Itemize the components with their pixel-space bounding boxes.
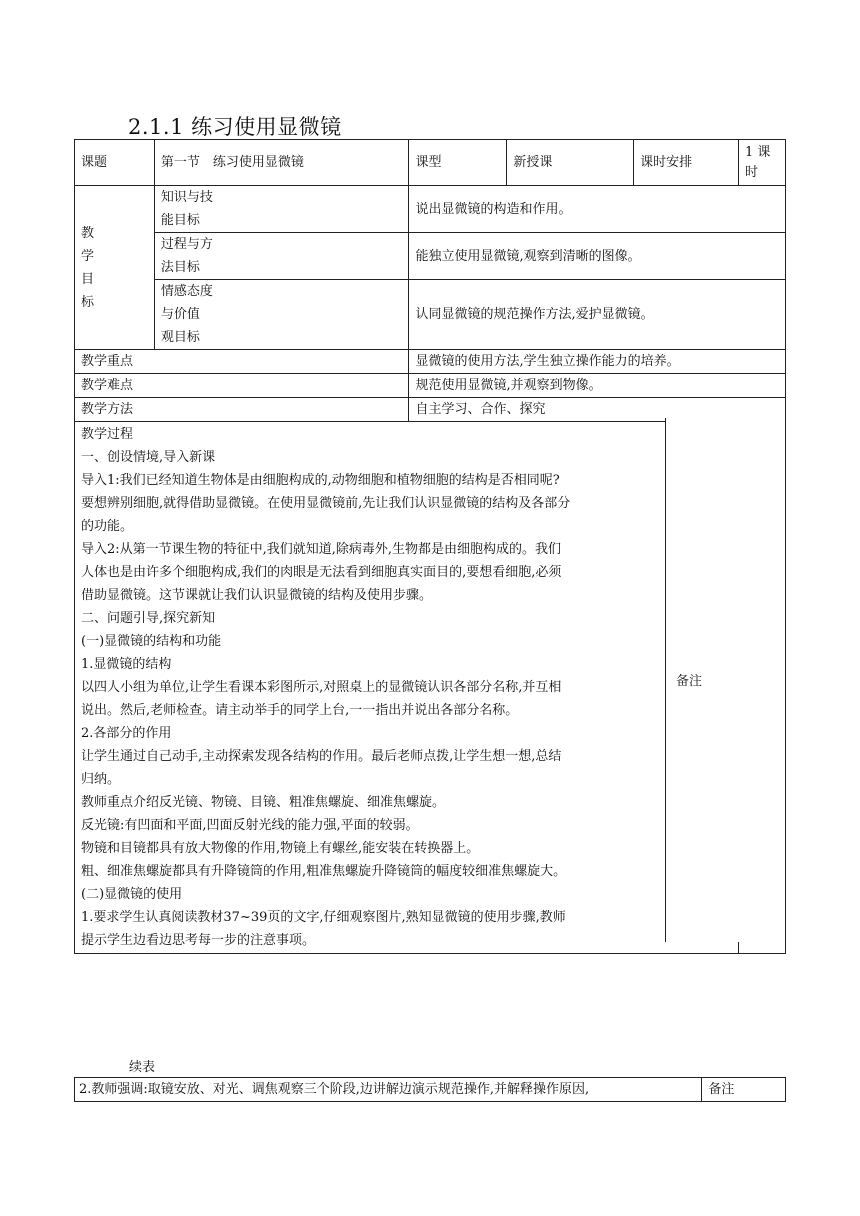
schedule-value-line1: 1 课 <box>745 144 771 160</box>
schedule-value <box>739 140 786 186</box>
process-line: 反光镜:有凹面和平面,凹面反射光线的能力强,平面的较弱。 <box>81 818 419 833</box>
objective-text: 能独立使用显微镜,观察到清晰的图像。 <box>409 233 786 280</box>
objectives-label-char: 教 <box>81 225 95 241</box>
process-line: 教师重点介绍反光镜、物镜、目镜、粗准焦螺旋、细准焦螺旋。 <box>81 795 446 810</box>
objectives-label-char: 学 <box>81 248 95 264</box>
remark-column <box>665 418 786 942</box>
schedule-label: 课时安排 <box>634 140 739 186</box>
process-remark: 备注 <box>676 674 703 689</box>
process-line: 借助显微镜。这节课就让我们认识显微镜的结构及使用步骤。 <box>81 588 433 603</box>
topic-value: 第一节 练习使用显微镜 <box>154 140 409 186</box>
objective-name-line: 法目标 <box>160 260 200 275</box>
continued-row <box>75 1078 786 1102</box>
objectives-label <box>75 186 155 350</box>
objective-name-line: 能目标 <box>160 213 200 228</box>
objective-row-knowledge <box>75 186 786 233</box>
objective-text: 认同显微镜的规范操作方法,爱护显微镜。 <box>409 280 786 350</box>
process-line: (一)显微镜的结构和功能 <box>81 634 222 649</box>
continued-remark: 备注 <box>702 1078 786 1102</box>
process-line: (二)显微镜的使用 <box>81 887 183 902</box>
difficulty-label: 教学难点 <box>75 374 409 398</box>
process-line: 1.要求学生认真阅读教材37~39页的文字,仔细观察图片,熟知显微镜的使用步骤,教师 <box>81 910 566 925</box>
objective-name <box>154 233 409 280</box>
objective-name-line: 与价值 <box>160 307 200 322</box>
objectives-label-char: 目 <box>81 271 95 287</box>
process-line: 1.显微镜的结构 <box>81 657 172 672</box>
schedule-value-line2: 时 <box>745 164 759 180</box>
key-point-text: 显微镜的使用方法,学生独立操作能力的培养。 <box>409 350 786 374</box>
process-content <box>75 422 739 954</box>
objective-row-process <box>75 233 786 280</box>
objective-name <box>154 186 409 233</box>
type-label: 课型 <box>409 140 507 186</box>
type-value: 新授课 <box>507 140 634 186</box>
objective-name-line: 知识与技 <box>160 190 213 205</box>
objective-name-line: 观目标 <box>160 330 200 345</box>
topic-label: 课题 <box>75 140 155 186</box>
method-label: 教学方法 <box>75 398 409 422</box>
process-line: 说出。然后,老师检查。请主动举手的同学上台,一一指出并说出各部分名称。 <box>81 703 519 718</box>
objective-name-line: 过程与方 <box>160 237 213 252</box>
continued-table <box>74 1077 786 1102</box>
process-line: 一、创设情境,导入新课 <box>81 450 216 465</box>
process-line: 要想辨别细胞,就得借助显微镜。在使用显微镜前,先让我们认识显微镜的结构及各部分 <box>81 496 571 511</box>
process-line: 提示学生边看边思考每一步的注意事项。 <box>81 933 316 948</box>
difficulty-row <box>75 374 786 398</box>
objective-row-attitude <box>75 280 786 350</box>
process-line: 的功能。 <box>81 519 134 534</box>
objective-name <box>154 280 409 350</box>
process-line: 物镜和目镜都具有放大物像的作用,物镜上有螺丝,能安装在转换器上。 <box>81 841 480 856</box>
objective-text: 说出显微镜的构造和作用。 <box>409 186 786 233</box>
process-line: 让学生通过自己动手,主动探索发现各结构的作用。最后老师点拨,让学生想一想,总结 <box>81 749 562 764</box>
process-line: 粗、细准焦螺旋都具有升降镜筒的作用,粗准焦螺旋升降镜筒的幅度较细准焦螺旋大。 <box>81 864 567 879</box>
page-title: 2.1.1 练习使用显微镜 <box>128 115 342 139</box>
objective-name-line: 情感态度 <box>160 284 213 299</box>
key-point-row <box>75 350 786 374</box>
objectives-label-char: 标 <box>81 294 95 310</box>
continued-text: 2.教师强调:取镜安放、对光、调焦观察三个阶段,边讲解边演示规范操作,并解释操作原因, <box>75 1078 702 1102</box>
process-line: 人体也是由许多个细胞构成,我们的肉眼是无法看到细胞真实面目的,要想看细胞,必须 <box>81 565 562 580</box>
header-row <box>75 140 786 186</box>
process-line: 以四人小组为单位,让学生看课本彩图所示,对照桌上的显微镜认识各部分名称,并互相 <box>81 680 562 695</box>
key-point-label: 教学重点 <box>75 350 409 374</box>
difficulty-text: 规范使用显微镜,并观察到物像。 <box>409 374 786 398</box>
process-line: 教学过程 <box>81 427 134 442</box>
process-line: 二、问题引导,探究新知 <box>81 611 216 626</box>
process-line: 导入1:我们已经知道生物体是由细胞构成的,动物细胞和植物细胞的结构是否相同呢? <box>81 473 560 488</box>
process-line: 导入2:从第一节课生物的特征中,我们就知道,除病毒外,生物都是由细胞构成的。我们 <box>81 542 562 557</box>
process-line: 2.各部分的作用 <box>81 726 172 741</box>
continued-label: 续表 <box>129 1060 156 1075</box>
method-text: 自主学习、合作、探究 <box>409 398 786 422</box>
process-line: 归纳。 <box>81 772 121 787</box>
